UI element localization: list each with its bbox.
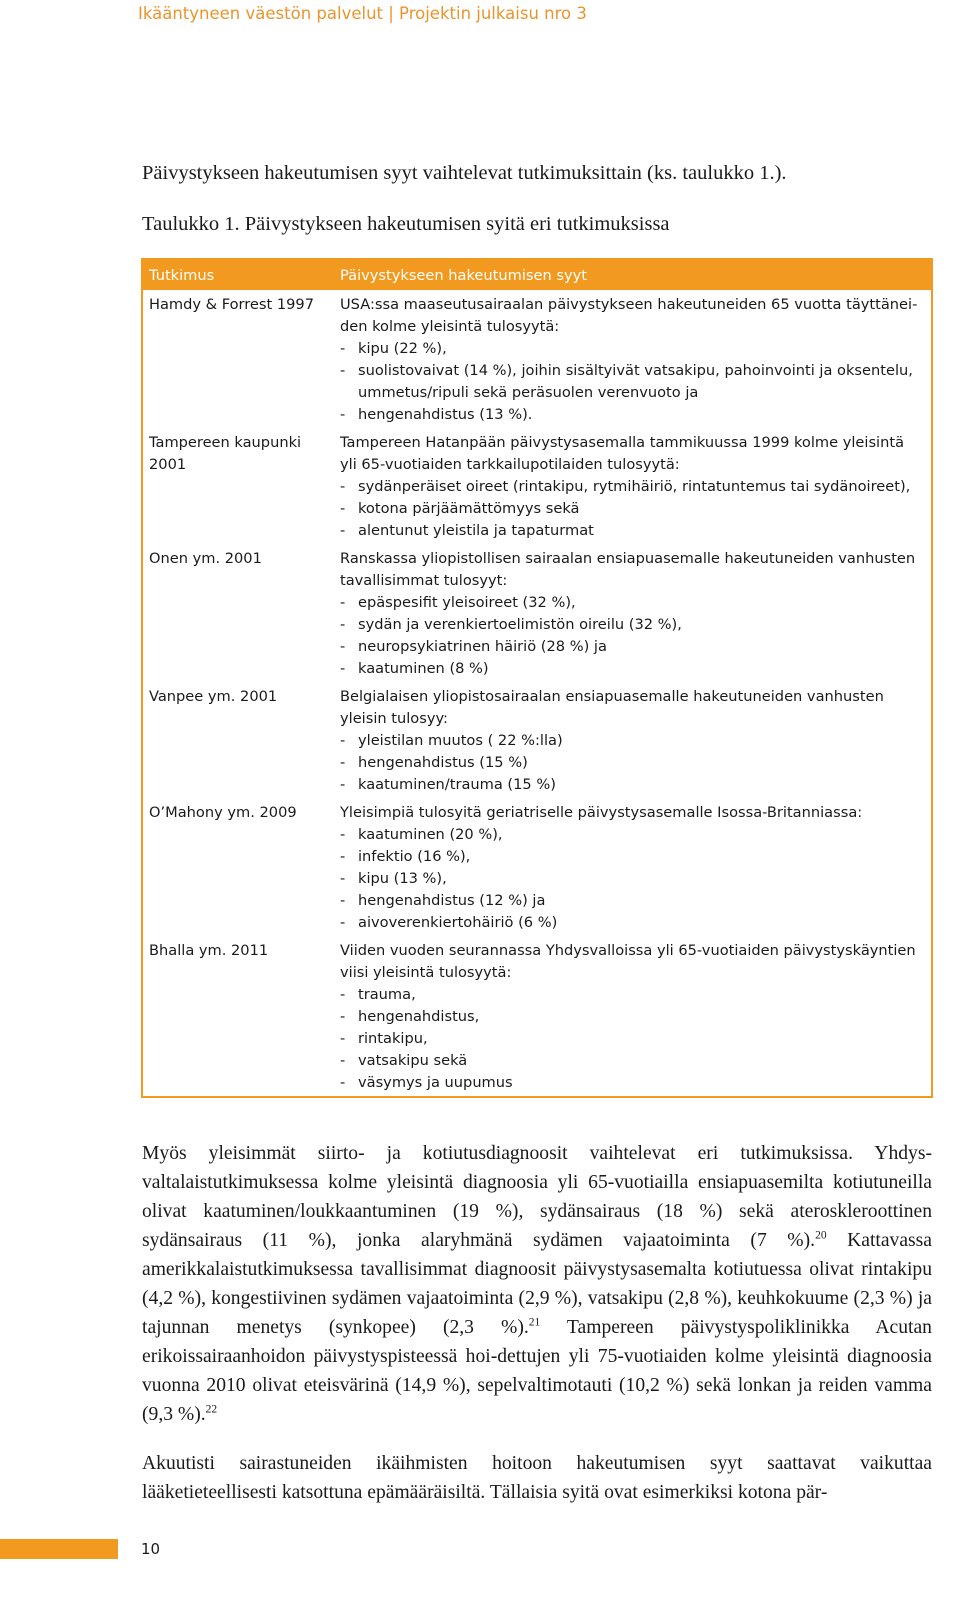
study-cell: Tampereen kaupunki 2001 <box>149 434 302 473</box>
paragraph-text: Myös yleisimmät siirto- ja kotiutusdiagnoosit vaihtelevat eri tutkimuksissa. Yhdys-valtalaistutkimuksessa kolme yleisintä diagnoosia yli 65-vuotiailla ensiapuasemilta kotiutuneilla olivat kaatuminen/loukkaantuminen (19 %), sydänsairaus (18 %) sekä ateroskleroottinen sydänsairaus (11 %), jonka alaryhmänä sydämen vajaatoiminta (7 %). <box>142 1143 932 1251</box>
reasons-cell <box>334 428 932 544</box>
running-header: Ikääntyneen väestön palvelut | Projektin julkaisu nro 3 <box>138 4 587 23</box>
study-cell: Onen ym. 2001 <box>149 550 262 567</box>
reason-item: - trauma, <box>340 984 925 1006</box>
table-body <box>142 290 932 1097</box>
footnote-ref: 22 <box>205 1403 218 1416</box>
paragraph-text: Tampereen päivystyspoliklinikka Acutan erikoissairaanhoidon päivystyspisteessä hoi-dettujen yli 75-vuotiaiden kolme yleisintä diagnoosia vuonna 2010 olivat eteisvärinä (14,9 %), sepelvaltimotauti (10,2 %) sekä lonkan ja reiden vamma (9,3 %). <box>142 1317 932 1425</box>
table-row <box>142 936 932 1097</box>
reasons-intro: Yleisimpiä tulosyitä geriatriselle päivystysasemalle Isossa-Britanniassa: <box>340 804 863 821</box>
reasons-list <box>340 730 925 796</box>
reasons-list <box>340 338 925 426</box>
reason-item: - rintakipu, <box>340 1028 925 1050</box>
reasons-list <box>340 984 925 1094</box>
table-row <box>142 290 932 428</box>
table-row <box>142 798 932 936</box>
reason-item: - sydän ja verenkiertoelimistön oireilu (32 %), <box>340 614 925 636</box>
reason-item: - aivoverenkiertohäiriö (6 %) <box>340 912 925 934</box>
footnote-ref: 20 <box>815 1229 827 1242</box>
reasons-cell <box>334 936 932 1097</box>
reasons-intro: Tampereen Hatanpään päivystysasemalla tammikuussa 1999 kolme yleisintä yli 65-vuotiaiden tarkkailupotilaiden tulosyytä: <box>340 434 905 473</box>
column-header-study: Tutkimus <box>142 259 334 290</box>
reason-item: - kipu (13 %), <box>340 868 925 890</box>
reason-item: - hengenahdistus, <box>340 1006 925 1028</box>
paragraph-vague-reasons: Akuutisti sairastuneiden ikäihmisten hoitoon hakeutumisen syyt saattavat vaikuttaa lääketieteellisesti katsottuna epämääräisiltä. Tällaisia syitä ovat esimerkiksi kotona pär- <box>142 1453 932 1503</box>
footnote-ref: 21 <box>528 1316 541 1329</box>
reason-item: - alentunut yleistila ja tapaturmat <box>340 520 925 542</box>
table-row <box>142 428 932 544</box>
reason-item: - hengenahdistus (12 %) ja <box>340 890 925 912</box>
reasons-intro: USA:ssa maaseutusairaalan päivystykseen hakeutuneiden 65 vuotta täyttänei-den kolme yleisintä tulosyytä: <box>340 296 918 335</box>
reasons-cell <box>334 290 932 428</box>
study-cell: O’Mahony ym. 2009 <box>149 804 297 821</box>
reason-item: - suolistovaivat (14 %), joihin sisältyivät vatsakipu, pahoinvointi ja oksentelu, ummetus/ripuli sekä peräsuolen verenvuoto ja <box>340 360 925 404</box>
reason-item: - yleistilan muutos ( 22 %:lla) <box>340 730 925 752</box>
study-cell: Vanpee ym. 2001 <box>149 688 278 705</box>
table-caption: Taulukko 1. Päivystykseen hakeutumisen syitä eri tutkimuksissa <box>142 213 670 235</box>
study-cell: Bhalla ym. 2011 <box>149 942 269 959</box>
table-row <box>142 544 932 682</box>
reasons-intro: Belgialaisen yliopistosairaalan ensiapuasemalle hakeutuneiden vanhusten yleisin tulosyy: <box>340 688 884 727</box>
reason-item: - hengenahdistus (13 %). <box>340 404 925 426</box>
table-row <box>142 682 932 798</box>
reasons-intro: Ranskassa yliopistollisen sairaalan ensiapuasemalle hakeutuneiden vanhusten tavallisimmat tulosyyt: <box>340 550 916 589</box>
reason-item: - kaatuminen (8 %) <box>340 658 925 680</box>
paragraph-diagnoses <box>142 1139 932 1429</box>
column-header-reasons: Päivystykseen hakeutumisen syyt <box>334 259 932 290</box>
reasons-table <box>141 258 933 1098</box>
reasons-cell <box>334 682 932 798</box>
reason-item: - hengenahdistus (15 %) <box>340 752 925 774</box>
reasons-intro: Viiden vuoden seurannassa Yhdysvalloissa yli 65-vuotiaiden päivystyskäyntien viisi yleisintä tulosyytä: <box>340 942 916 981</box>
reason-item: - sydänperäiset oireet (rintakipu, rytmihäiriö, rintatuntemus tai sydänoireet), <box>340 476 925 498</box>
reasons-cell <box>334 544 932 682</box>
reason-item: - vatsakipu sekä <box>340 1050 925 1072</box>
reason-item: - väsymys ja uupumus <box>340 1072 925 1094</box>
reason-item: - kotona pärjäämättömyys sekä <box>340 498 925 520</box>
reason-item: - kipu (22 %), <box>340 338 925 360</box>
page-number: 10 <box>141 1540 161 1558</box>
reasons-list <box>340 824 925 934</box>
reasons-cell <box>334 798 932 936</box>
reason-item: - neuropsykiatrinen häiriö (28 %) ja <box>340 636 925 658</box>
footer-accent-bar <box>0 1539 118 1559</box>
reasons-list <box>340 476 925 542</box>
reason-item: - kaatuminen (20 %), <box>340 824 925 846</box>
table-header-row <box>142 259 932 290</box>
paragraph-text: Kattavassa amerikkalaistutkimuksessa tavallisimmat diagnoosit päivystysasemalta kotiutuessa olivat rintakipu (4,2 %), kongestiivinen sydämen vajaatoiminta (2,9 %), vatsakipu (2,8 %), keuhkokuume (2,3 %) ja tajunnan menetys (synkopee) (2,3 %). <box>142 1230 932 1338</box>
intro-sentence: Päivystykseen hakeutumisen syyt vaihtelevat tutkimuksittain (ks. taulukko 1.). <box>142 162 787 184</box>
reason-item: - epäspesifit yleisoireet (32 %), <box>340 592 925 614</box>
reason-item: - kaatuminen/trauma (15 %) <box>340 774 925 796</box>
reason-item: - infektio (16 %), <box>340 846 925 868</box>
reasons-list <box>340 592 925 680</box>
study-cell: Hamdy & Forrest 1997 <box>149 296 314 313</box>
